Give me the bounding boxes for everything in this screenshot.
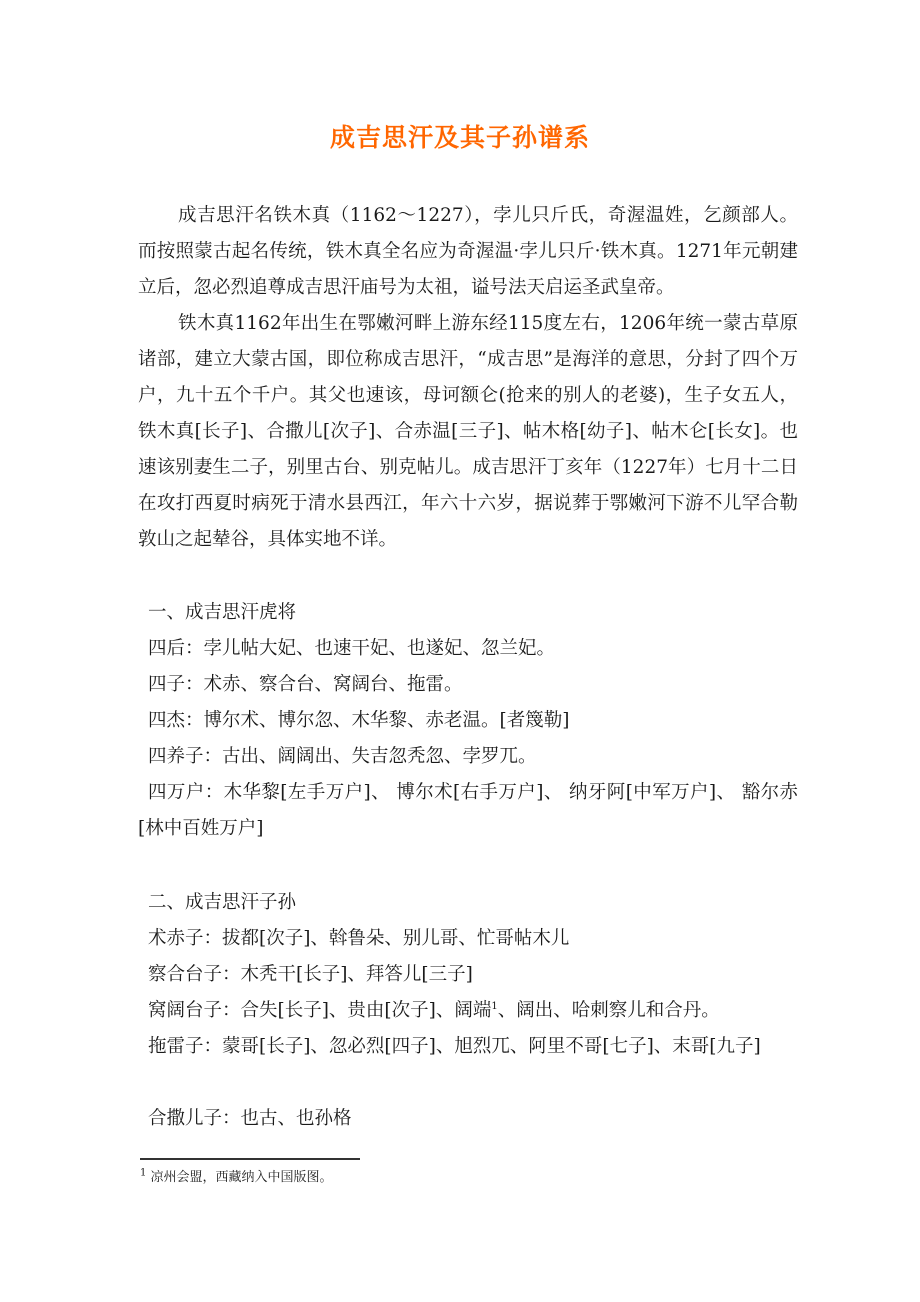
section-qasar (138, 1101, 798, 1137)
list-item-four-sons: 四子：术赤、察合台、窝阔台、拖雷。 (148, 674, 463, 695)
list-item-four-heroes: 四杰：博尔术、博尔忽、木华黎、赤老温。[者篾勒] (148, 710, 570, 731)
document-title: 成吉思汗及其子孙谱系 (329, 123, 590, 152)
paragraph-text: 成吉思汗名铁木真（1162～1227），孛儿只斤氏，奇渥温姓，乞颜部人。而按照蒙古起名传统，铁木真全名应为奇渥温·孛儿只斤·铁木真。1271年元朝建立后，忽必烈追尊成吉思汗庙号为太祖，谥号法天启运圣武皇帝。 (138, 205, 798, 298)
section-descendants (138, 885, 798, 1065)
ogedei-sons-text-continued: 、阔出、哈刺察儿和合丹。 (497, 1000, 720, 1021)
footnote-text: 凉州会盟，西藏纳入中国版图。 (150, 1170, 333, 1185)
footnote-reference[interactable]: 1 (491, 1000, 498, 1012)
paragraph-text: 铁木真1162年出生在鄂嫩河畔上游东经115度左右，1206年统一蒙古草原诸部，建立大蒙古国，即位称成吉思汗，“成吉思”是海洋的意思，分封了四个万户，九十五个千户。其父也速该，母诃额仑(抢来的别人的老婆)，生子女五人，铁木真[长子]、合撒儿[次子]、合赤温[三子]、帖木格[幼子]、帖木仑[长女]。也速该别妻生二子，别里古台、别克帖儿。成吉思汗丁亥年（1227年）七月十二日在攻打西夏时病死于清水县西江，年六十六岁，据说葬于鄂嫩河下游不儿罕合勒敦山之起辇谷，具体实地不详。 (138, 313, 798, 550)
footnote-marker: 1 (140, 1167, 147, 1179)
list-item-chagatai-sons: 察合台子：木秃干[长子]、拜答儿[三子] (148, 964, 473, 985)
list-item-tolui-sons: 拖雷子：蒙哥[长子]、忽必烈[四子]、旭烈兀、阿里不哥[七子]、末哥[九子] (148, 1036, 761, 1057)
list-item-four-wanhu: 四万户：木华黎[左手万户]、 博尔术[右手万户]、 纳牙阿[中军万户]、 豁尔赤[林中百姓万户] (138, 782, 798, 839)
list-item-jochi-sons: 术赤子：拔都[次子]、斡鲁朵、别儿哥、忙哥帖木儿 (148, 928, 570, 949)
list-item-four-empresses: 四后：孛儿帖大妃、也速干妃、也遂妃、忽兰妃。 (148, 638, 556, 659)
section-heading: 二、成吉思汗子孙 (148, 892, 297, 913)
footnote (140, 1168, 333, 1188)
ogedei-sons-text: 窝阔台子：合失[长子]、贵由[次子]、阔端 (148, 1000, 492, 1021)
list-item-ogedei-sons (138, 993, 798, 1029)
intro-paragraph-2 (138, 306, 798, 558)
footnote-divider (140, 1158, 360, 1160)
section-tiger-generals (138, 595, 798, 847)
section-heading: 一、成吉思汗虎将 (148, 602, 297, 623)
list-item-four-adopted-sons: 四养子：古出、阔阔出、失吉忽秃忽、孛罗兀。 (148, 746, 537, 767)
intro-paragraph-1 (138, 198, 798, 306)
list-item-qasar-sons: 合撒儿子：也古、也孙格 (148, 1108, 352, 1129)
